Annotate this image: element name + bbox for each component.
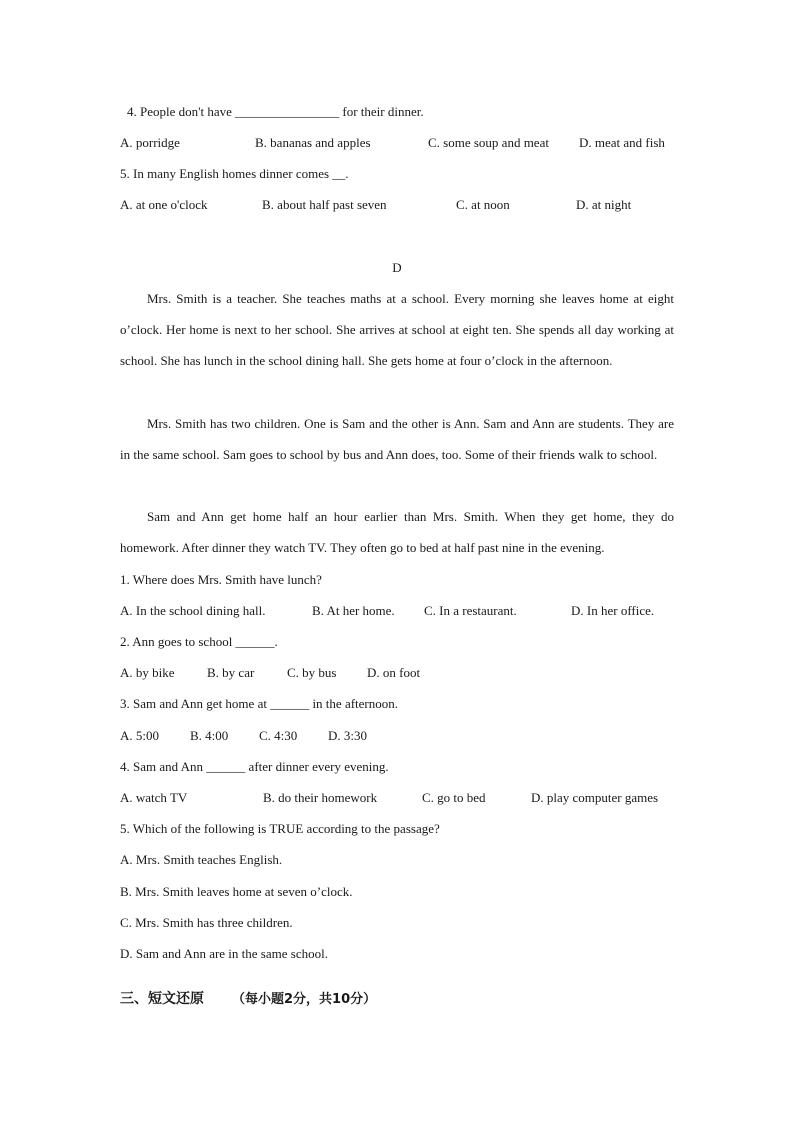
question-1-option-c: C. In a restaurant. [424,603,517,618]
passage-heading: D [392,260,402,275]
question-3-option-b: B. 4:00 [190,728,229,743]
question-3-option-a: A. 5:00 [120,728,159,743]
prev-question-5-option-d: D. at night [576,197,632,212]
section-heading [120,988,376,1008]
prev-question-4-option-d: D. meat and fish [579,135,665,150]
question-5-option-b: B. Mrs. Smith leaves home at seven o’clock. [120,884,353,899]
question-2-stem: 2. Ann goes to school ______. [120,634,278,649]
question-2-option-a: A. by bike [120,665,175,680]
question-2-option-d: D. on foot [367,665,421,680]
question-1-option-d: D. In her office. [571,603,655,618]
section-title: 三、短文还原 [120,991,204,1007]
question-3-option-c: C. 4:30 [259,728,298,743]
question-2-option-b: B. by car [207,665,255,680]
question-4-option-c: C. go to bed [422,790,486,805]
prev-question-4-option-b: B. bananas and apples [255,135,371,150]
prev-question-4-option-c: C. some soup and meat [428,135,549,150]
prev-question-5-option-a: A. at one o'clock [120,197,208,212]
prev-question-4-option-a: A. porridge [120,135,180,150]
question-4-option-b: B. do their homework [263,790,378,805]
prev-question-5-stem: 5. In many English homes dinner comes __. [120,166,349,181]
question-1-option-b: B. At her home. [312,603,395,618]
question-4-option-d: D. play computer games [531,790,659,805]
question-3-stem: 3. Sam and Ann get home at ______ in the afternoon. [120,696,399,711]
question-5-option-a: A. Mrs. Smith teaches English. [120,852,283,867]
prev-question-5-option-b: B. about half past seven [262,197,387,212]
question-1-stem: 1. Where does Mrs. Smith have lunch? [120,572,322,587]
question-5-stem: 5. Which of the following is TRUE according to the passage? [120,821,440,836]
question-5-option-d: D. Sam and Ann are in the same school. [120,946,328,961]
question-1-option-a: A. In the school dining hall. [120,603,266,618]
question-3-option-d: D. 3:30 [328,728,367,743]
prev-question-4-stem: 4. People don't have ________________ for their dinner. [127,104,424,119]
passage-paragraph-1: Mrs. Smith is a teacher. She teaches maths at a school. Every morning she leaves home at eight o’clock. Her home is next to her school. She arrives at school at eight ten. She spends all day working at school. She has lunch in the school dining hall. She gets home at four o’clock in the afternoon. [120,291,674,369]
prev-question-5-option-c: C. at noon [456,197,510,212]
question-4-option-a: A. watch TV [120,790,188,805]
question-2-option-c: C. by bus [287,665,337,680]
question-5-option-c: C. Mrs. Smith has three children. [120,915,293,930]
section-score: （每小题2分，共10分） [232,992,377,1007]
passage-paragraph-3: Sam and Ann get home half an hour earlier than Mrs. Smith. When they get home, they do homework. After dinner they watch TV. They often go to bed at half past nine in the evening. [120,509,674,556]
passage-paragraph-2: Mrs. Smith has two children. One is Sam and the other is Ann. Sam and Ann are students. They are in the same school. Sam goes to school by bus and Ann does, too. Some of their friends walk to school. [120,416,674,463]
question-4-stem: 4. Sam and Ann ______ after dinner every evening. [120,759,389,774]
